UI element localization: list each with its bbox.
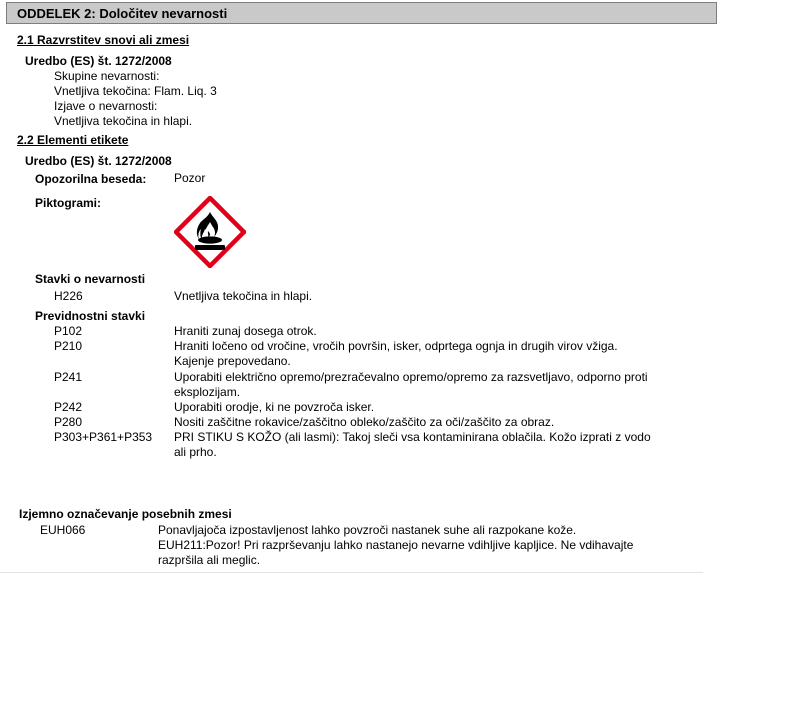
section-header bbox=[6, 2, 717, 24]
signal-word-value: Pozor bbox=[174, 171, 206, 185]
precaution-text: ali prho. bbox=[174, 445, 217, 459]
precaution-text: PRI STIKU S KOŽO (ali lasmi): Takoj sleči vsa kontaminirana oblačila. Kožo izprati z vodo bbox=[174, 430, 651, 444]
signal-word-label: Opozorilna beseda: bbox=[35, 172, 147, 186]
precaution-text: Uporabiti orodje, ki ne povzroča isker. bbox=[174, 400, 375, 414]
special-labelling-heading: Izjemno označevanje posebnih zmesi bbox=[19, 507, 232, 521]
special-labelling-text: razpršila ali meglic. bbox=[158, 553, 261, 567]
label-elements-regulation: Uredbo (ES) št. 1272/2008 bbox=[25, 154, 172, 168]
page-divider bbox=[0, 572, 703, 573]
precaution-text: eksplozijam. bbox=[174, 385, 241, 399]
precaution-text: Nositi zaščitne rokavice/zaščitno obleko/zaščito za oči/zaščito za obraz. bbox=[174, 415, 555, 429]
label-elements-heading: 2.2 Elementi etikete bbox=[17, 133, 129, 147]
precaution-code: P242 bbox=[54, 400, 83, 414]
classification-line: Izjave o nevarnosti: bbox=[54, 99, 158, 113]
pictograms-label: Piktogrami: bbox=[35, 196, 102, 210]
special-labelling-code: EUH066 bbox=[40, 523, 86, 537]
classification-line: Vnetljiva tekočina: Flam. Liq. 3 bbox=[54, 84, 217, 98]
classification-regulation: Uredbo (ES) št. 1272/2008 bbox=[25, 54, 172, 68]
precaution-code: P102 bbox=[54, 324, 83, 338]
precaution-text: Kajenje prepovedano. bbox=[174, 354, 291, 368]
section-title: ODDELEK 2: Določitev nevarnosti bbox=[17, 6, 228, 21]
precaution-code: P210 bbox=[54, 339, 83, 353]
precaution-text: Hraniti zunaj dosega otrok. bbox=[174, 324, 317, 338]
special-labelling-text: EUH211:Pozor! Pri razprševanju lahko nastanejo nevarne vdihljive kapljice. Ne vdihavajte bbox=[158, 538, 634, 552]
classification-line: Skupine nevarnosti: bbox=[54, 69, 160, 83]
precautionary-label: Previdnostni stavki bbox=[35, 309, 146, 323]
classification-line: Vnetljiva tekočina in hlapi. bbox=[54, 114, 193, 128]
hazard-text: Vnetljiva tekočina in hlapi. bbox=[174, 289, 313, 303]
classification-heading: 2.1 Razvrstitev snovi ali zmesi bbox=[17, 33, 190, 47]
precaution-code: P280 bbox=[54, 415, 83, 429]
precaution-code: P303+P361+P353 bbox=[54, 430, 153, 444]
special-labelling-text: Ponavljajoča izpostavljenost lahko povzroči nastanek suhe ali razpokane kože. bbox=[158, 523, 577, 537]
hazard-code: H226 bbox=[54, 289, 83, 303]
precaution-text: Hraniti ločeno od vročine, vročih površin, isker, odprtega ognja in drugih virov vžiga. bbox=[174, 339, 618, 353]
hazard-statements-label: Stavki o nevarnosti bbox=[35, 272, 146, 286]
precaution-text: Uporabiti električno opremo/prezračevalno opremo/opremo za razsvetljavo, odporno proti bbox=[174, 370, 648, 384]
precaution-code: P241 bbox=[54, 370, 83, 384]
flame-ghs02-icon bbox=[174, 196, 246, 268]
